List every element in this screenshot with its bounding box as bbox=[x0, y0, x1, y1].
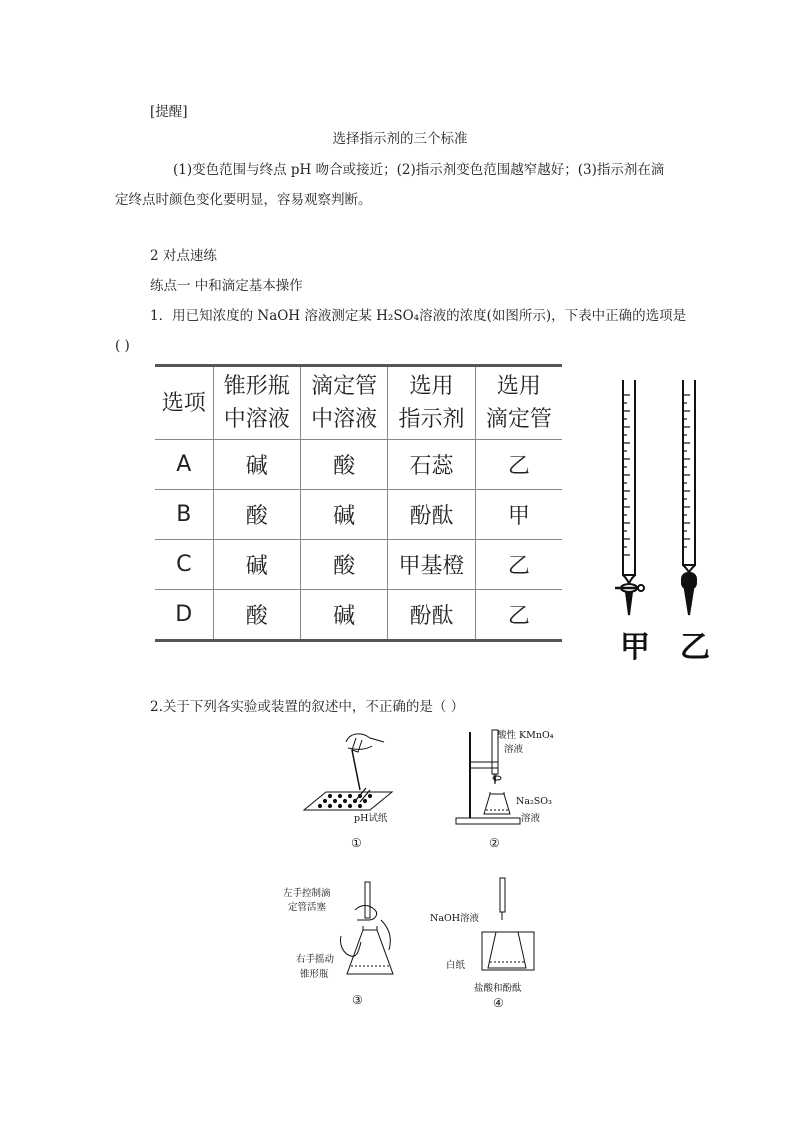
burette-label-jia: 甲 bbox=[620, 630, 650, 665]
burettes-figure bbox=[605, 375, 735, 620]
reminder-line-2: 定终点时颜色变化要明显，容易观察判断。 bbox=[115, 192, 372, 208]
table-row bbox=[155, 540, 562, 590]
table-cell: 酚酞 bbox=[388, 590, 475, 641]
table-cell: 石蕊 bbox=[388, 440, 475, 490]
section-heading: 2 对点速练 bbox=[150, 248, 217, 264]
table-cell: 甲 bbox=[475, 490, 562, 540]
table-header-row bbox=[155, 366, 562, 440]
burette-label-yi: 乙 bbox=[680, 630, 710, 665]
table-cell: 酸 bbox=[300, 540, 387, 590]
left-hand-label-2: 定管活塞 bbox=[288, 902, 327, 913]
table-cell: A bbox=[155, 440, 213, 490]
q1-text-line-1: 1．用已知浓度的 NaOH 溶液测定某 H₂SO₄溶液的浓度(如图所示)，下表中正确的选项是 bbox=[150, 308, 687, 324]
section-subheading: 练点一 中和滴定基本操作 bbox=[150, 278, 303, 294]
fig3-number: ③ bbox=[352, 993, 363, 1007]
fig2-number: ② bbox=[489, 836, 500, 850]
naoh-label: NaOH溶液 bbox=[430, 913, 480, 924]
table-cell: 乙 bbox=[475, 590, 562, 641]
table-cell: 碱 bbox=[300, 490, 387, 540]
table-row bbox=[155, 590, 562, 641]
table-cell: 酸 bbox=[213, 490, 300, 540]
ph-paper-label: pH试纸 bbox=[354, 813, 388, 824]
fig1-number: ① bbox=[351, 836, 362, 850]
table-cell: 甲基橙 bbox=[388, 540, 475, 590]
q1-options-table bbox=[155, 364, 562, 642]
table-cell: B bbox=[155, 490, 213, 540]
q1-text-line-2: ( ) bbox=[115, 338, 130, 354]
table-cell: D bbox=[155, 590, 213, 641]
burette-yi-icon bbox=[682, 380, 696, 615]
table-header-cell: 选项 bbox=[155, 366, 213, 440]
fig4-number: ④ bbox=[493, 996, 504, 1010]
table-cell: 碱 bbox=[213, 540, 300, 590]
hcl-phenolphthalein-label: 盐酸和酚酞 bbox=[474, 983, 522, 994]
table-cell: 酸 bbox=[213, 590, 300, 641]
hand-titration-figure bbox=[335, 880, 405, 985]
table-cell: 碱 bbox=[213, 440, 300, 490]
naoh-white-paper-figure bbox=[478, 876, 538, 976]
burette-jia-icon bbox=[615, 380, 644, 615]
table-cell: 碱 bbox=[300, 590, 387, 641]
kmno4-label-2: 溶液 bbox=[504, 744, 524, 755]
right-hand-label-1: 右手摇动 bbox=[296, 954, 335, 965]
left-hand-label-1: 左手控制滴 bbox=[283, 888, 331, 899]
table-header-cell: 锥形瓶 中溶液 bbox=[213, 366, 300, 440]
table-header-cell: 选用 指示剂 bbox=[388, 366, 475, 440]
table-cell: 乙 bbox=[475, 540, 562, 590]
reminder-line-1: (1)变色范围与终点 pH 吻合或接近；(2)指示剂变色范围越窄越好；(3)指示剂在滴 bbox=[173, 162, 665, 178]
table-row bbox=[155, 440, 562, 490]
right-hand-label-2: 锥形瓶 bbox=[300, 969, 329, 980]
table-cell: 酸 bbox=[300, 440, 387, 490]
table-header-cell: 选用 滴定管 bbox=[485, 374, 552, 432]
table-header-cell: 滴定管 中溶液 bbox=[300, 366, 387, 440]
reminder-tag: [提醒] bbox=[150, 104, 188, 120]
table-cell: 酚酞 bbox=[388, 490, 475, 540]
na2so3-label: Na₂SO₃ bbox=[516, 796, 552, 807]
q2-text: 2.关于下列各实验或装置的叙述中，不正确的是（ ） bbox=[150, 699, 465, 715]
reminder-title: 选择指示剂的三个标准 bbox=[332, 131, 468, 147]
kmno4-label: 酸性 KMnO₄ bbox=[497, 730, 554, 741]
table-cell: 乙 bbox=[475, 440, 562, 490]
table-row bbox=[155, 490, 562, 540]
table-cell: C bbox=[155, 540, 213, 590]
white-paper-label: 白纸 bbox=[446, 960, 466, 971]
na2so3-label-2: 溶液 bbox=[521, 813, 541, 824]
